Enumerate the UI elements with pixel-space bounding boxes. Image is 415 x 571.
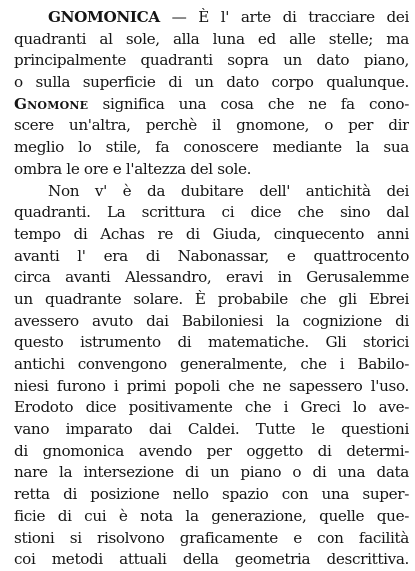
text-line: un quadrante solare. È probabile che gli Ebrei: [14, 289, 409, 308]
text-line: ombra le ore e l'altezza del sole.: [14, 159, 252, 178]
entry-heading: GNOMONICA: [48, 8, 160, 26]
etymology-paragraph: [14, 94, 409, 181]
text-line: retta di posizione nello spazio con una super-: [14, 485, 409, 504]
entry-heading-continuation: — È l' arte di tracciare dei: [159, 8, 409, 26]
text-line: quadranti al sole, alla luna ed alle stelle; ma: [14, 29, 409, 48]
term-continuation: significa una cosa che ne fa cono-: [88, 94, 409, 113]
term-gnomone: Gnomone: [14, 94, 89, 113]
text-line: o sulla superficie di un dato corpo qualunque.: [14, 73, 409, 92]
text-line: tempo di Achas re di Giuda, cinquecento anni: [14, 224, 409, 243]
text-line: quadranti. La scrittura ci dice che sino dal: [14, 203, 409, 222]
text-line: Erodoto dice positivamente che i Greci lo ave-: [14, 398, 409, 417]
text-line: circa avanti Alessandro, eravi in Gerusalemme: [14, 268, 409, 287]
text-line: avanti l' era di Nabonassar, e quattrocento: [14, 246, 409, 265]
text-line: meglio lo stile, fa conoscere mediante la sua: [14, 138, 409, 157]
text-line: coi metodi attuali della geometria descrittiva.: [14, 550, 409, 569]
text-line: ficie di cui è nota la generazione, quelle que-: [14, 506, 409, 525]
text-line: avessero avuto dai Babiloniesi la cognizione di: [14, 311, 409, 330]
text-line: [14, 94, 409, 116]
definition-paragraph: [14, 7, 409, 94]
text-line: nare la intersezione di un piano o di una data: [14, 463, 409, 482]
text-line: questo istrumento di matematiche. Gli storici: [14, 333, 409, 352]
text-line: vano imparato dai Caldei. Tutte le questioni: [14, 420, 409, 439]
text-line: scere un'altra, perchè il gnomone, o per dir: [14, 116, 409, 135]
history-paragraph: [14, 181, 409, 571]
text-line: principalmente quadranti sopra un dato piano,: [14, 51, 409, 70]
text-line: stioni si risolvono graficamente e con facilità: [14, 528, 409, 547]
text-line: niesi furono i primi popoli che ne sapessero l'uso.: [14, 376, 409, 395]
text-line: [14, 7, 409, 29]
text-line: di gnomonica avendo per oggetto di determi-: [14, 441, 409, 460]
text-line: Non v' è da dubitare dell' antichità dei: [48, 181, 409, 200]
text-line: antichi convengono generalmente, che i Babilo-: [14, 355, 409, 373]
